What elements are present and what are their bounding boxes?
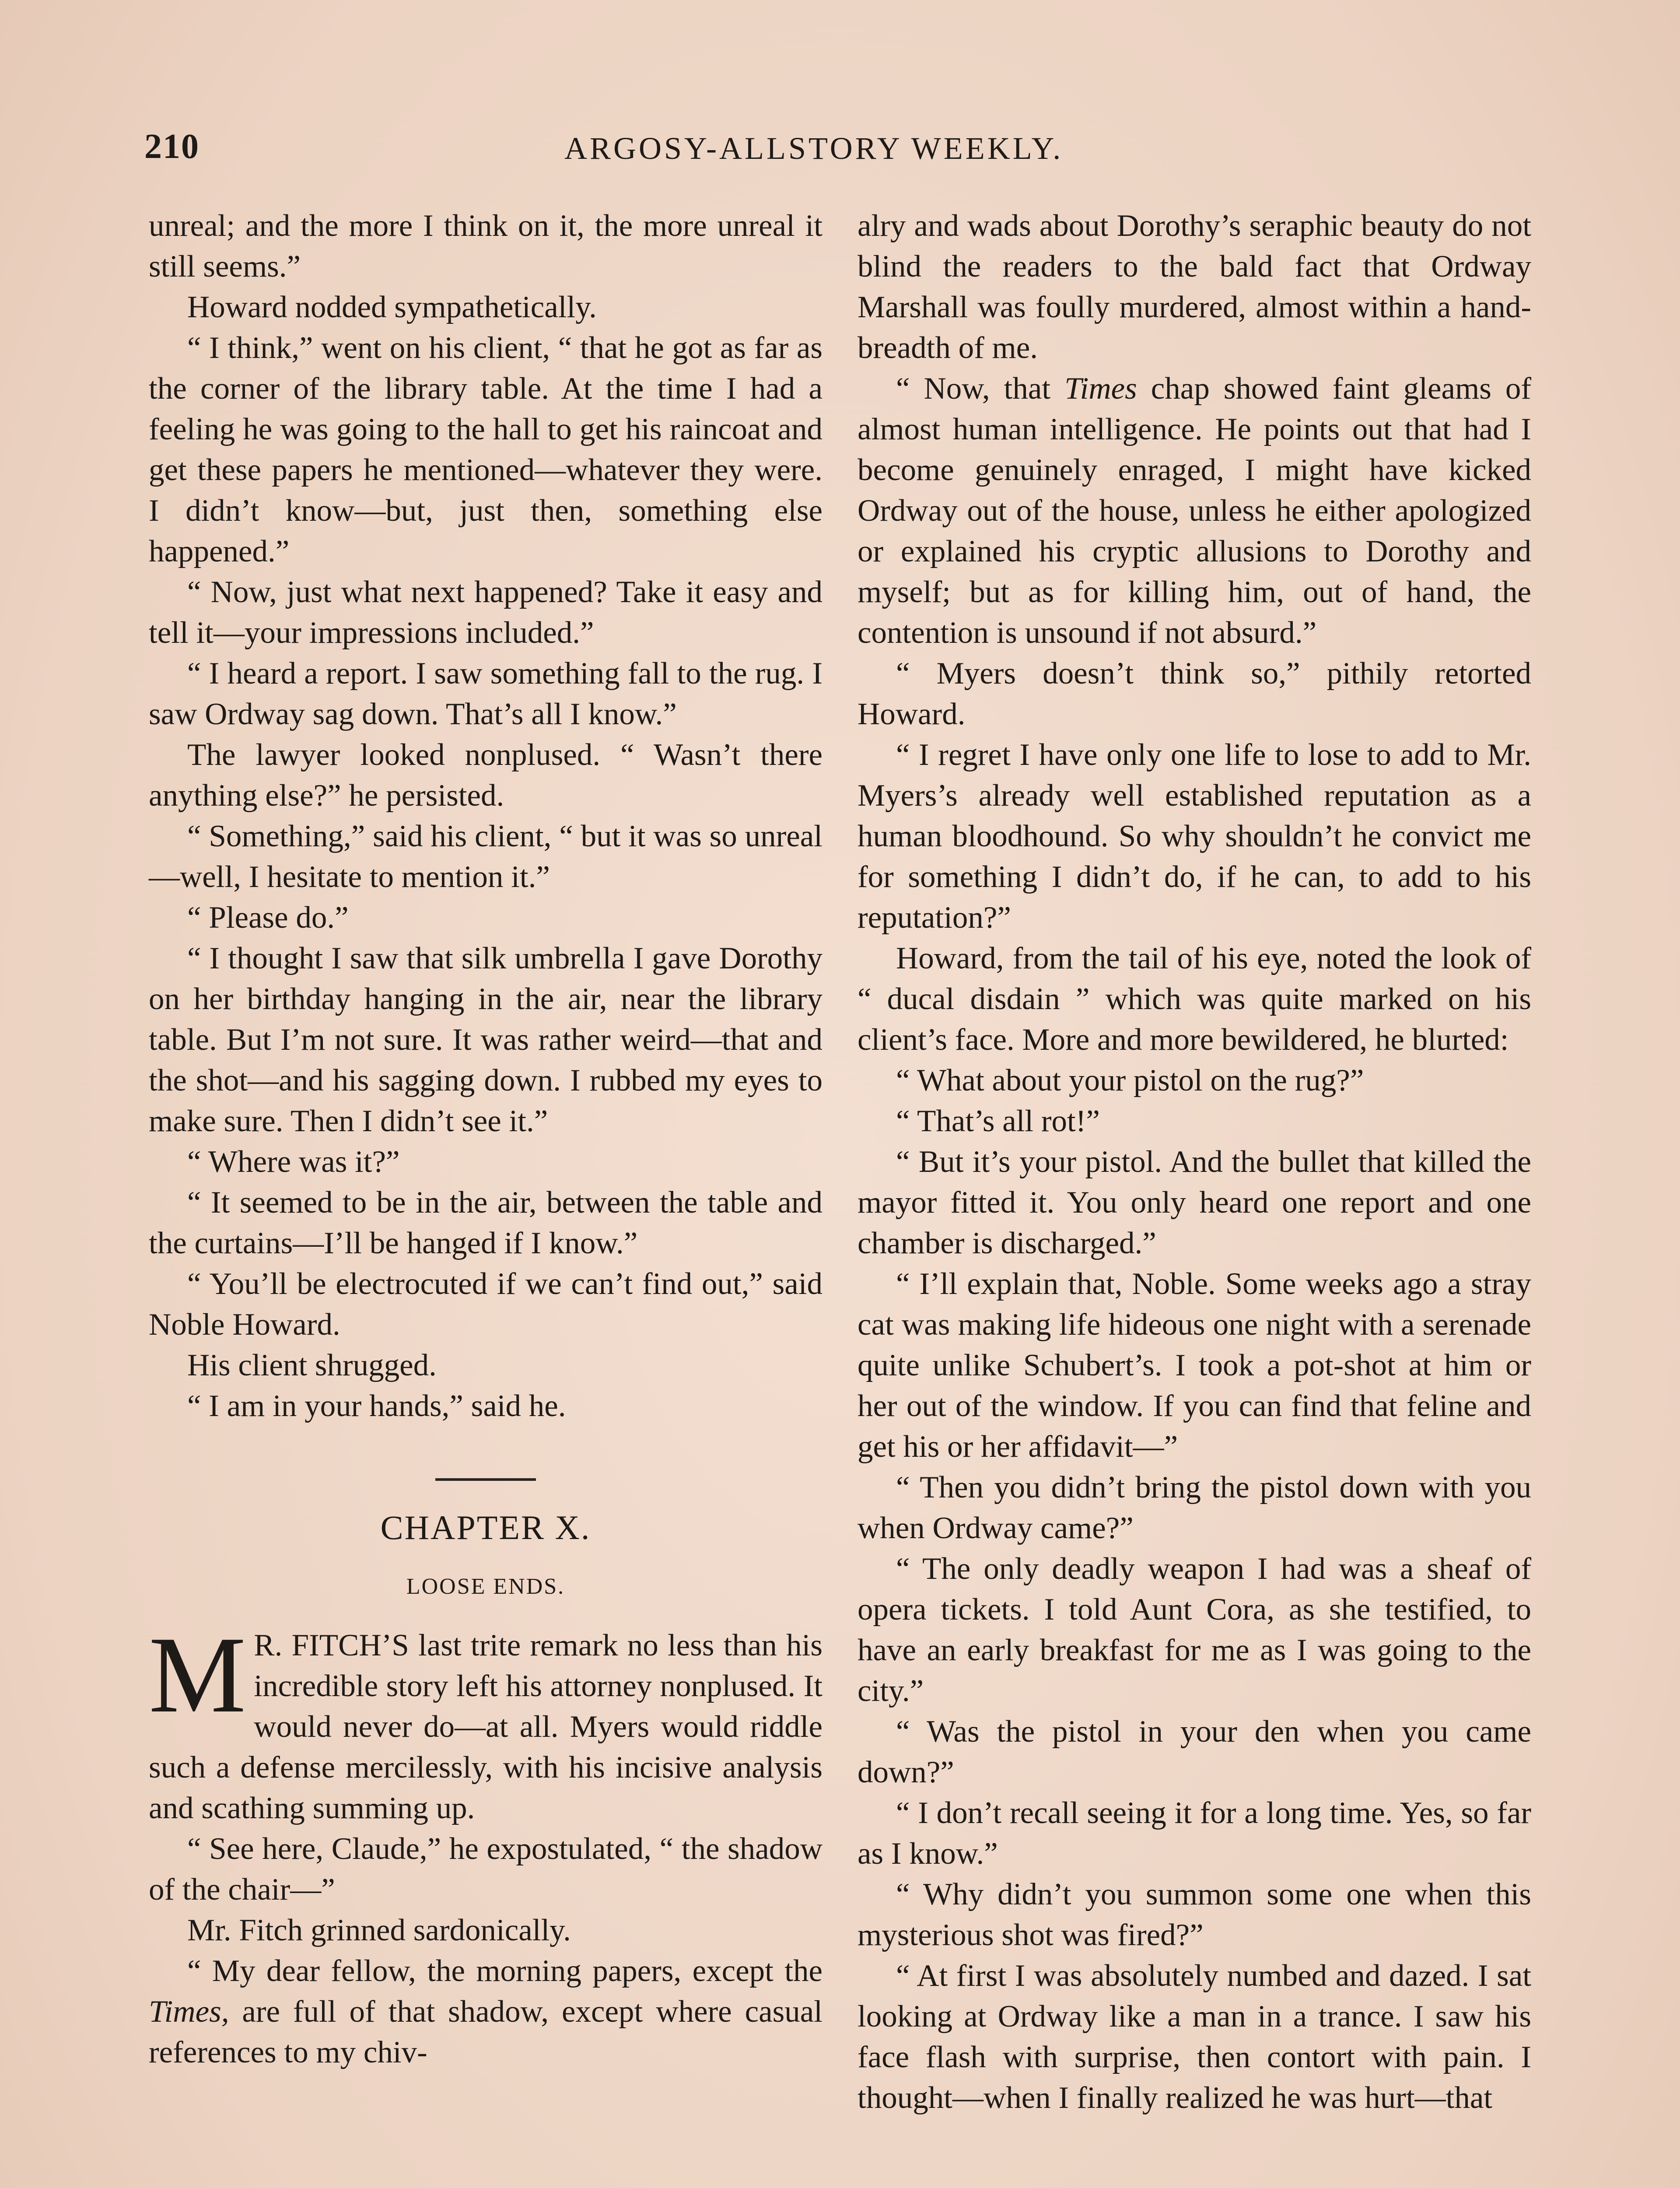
paragraph: “ What about your pistol on the rug?” <box>896 1063 1364 1098</box>
text-run: “ My dear fellow, the morning papers, except the <box>187 1954 822 1988</box>
text-run: chap showed faint gleams of almost human intelligence. He points out that had I become genuinely enraged, I might have kicked Ordway out of the house, unless he either apologized or explained his cryptic allusions to Dorothy and myself; but as for killing him, out of hand, the contention is unsound if not absurd.” <box>858 372 1531 650</box>
paragraph: “ Where was it?” <box>187 1145 400 1179</box>
paragraph: “ I regret I have only one life to lose to add to Mr. Myers’s already well established reputation as a human bloodhound. So why shouldn’t he convict me for something I didn’t do, if he can, to add to his reputation?” <box>858 738 1531 935</box>
paragraph: “ See here, Claude,” he expostulated, “ the shadow of the chair—” <box>149 1832 822 1907</box>
paragraph: “ I think,” went on his client, “ that he got as far as the corner of the library table. At the time I had a feeling he was going to the hall to get his raincoat and get these papers he mentioned—whatever they were. I didn’t know—but, just then, something else happened.” <box>149 331 822 568</box>
text-run: “ Now, that <box>896 372 1065 406</box>
left-column <box>149 206 822 2073</box>
paragraph: “ I’ll explain that, Noble. Some weeks ago a stray cat was making life hideous one night with a serenade quite unlike Schubert’s. I took a pot-shot at him or her out of the window. If you can find that feline and get his or her affidavit—” <box>858 1267 1531 1464</box>
paragraph: “ You’ll be electrocuted if we can’t find out,” said Noble Howard. <box>149 1267 822 1342</box>
paragraph: “ Why didn’t you summon some one when this mysterious shot was fired?” <box>858 1877 1531 1952</box>
paragraph: Mr. Fitch grinned sardonically. <box>187 1913 571 1947</box>
paragraph: unreal; and the more I think on it, the more unreal it still seems.” <box>149 209 822 284</box>
drop-cap: M <box>149 1614 246 1736</box>
paragraph: “ I don’t recall seeing it for a long time. Yes, so far as I know.” <box>858 1796 1531 1871</box>
paragraph: “ Please do.” <box>187 901 349 935</box>
paragraph: “ I heard a report. I saw something fall to the rug. I saw Ordway sag down. That’s all I know.” <box>149 656 822 731</box>
newspaper-title: Times <box>1064 372 1137 406</box>
paragraph: “ At first I was absolutely numbed and dazed. I sat looking at Ordway like a man in a trance. I saw his face flash with surprise, then contort with pain. I thought—when I finally realized he was hurt—that <box>858 1959 1531 2115</box>
right-column <box>858 206 1531 2118</box>
paragraph: “ That’s all rot!” <box>896 1104 1100 1138</box>
drop-cap-continuation: R. FITCH’S last trite remark no less than his incredible story left his attorney nonplused. It would never do—at all. Myers would riddle such a defense mercilessly, with his incisive analysis and scathing summing up. <box>149 1628 822 1825</box>
newspaper-title: Times, <box>149 1995 229 2029</box>
chapter-subtitle: LOOSE ENDS. <box>406 1574 565 1599</box>
paragraph: alry and wads about Dorothy’s seraphic beauty do not blind the readers to the bald fact that Ordway Marshall was foully murdered, almost within a hand-breadth of me. <box>858 209 1531 365</box>
paragraph <box>149 1951 822 2073</box>
paragraph: “ I am in your hands,” said he. <box>187 1389 566 1423</box>
text-run: are full of that shadow, except where casual references to my chiv- <box>149 1995 822 2069</box>
paragraph <box>858 368 1531 653</box>
paragraph: “ It seemed to be in the air, between the table and the curtains—I’ll be hanged if I know.” <box>149 1185 822 1260</box>
paragraph: Howard nodded sympathetically. <box>187 290 597 324</box>
paragraph: His client shrugged. <box>187 1348 437 1382</box>
paragraph: “ I thought I saw that silk umbrella I gave Dorothy on her birthday hanging in the air, near the library table. But I’m not sure. It was rather weird—that and the shot—and his sagging down. I rubbed my eyes to make sure. Then I didn’t see it.” <box>149 941 822 1138</box>
paragraph: The lawyer looked nonplused. “ Wasn’t there anything else?” he persisted. <box>149 738 822 813</box>
paragraph: “ Something,” said his client, “ but it was so unreal—well, I hesitate to mention it.” <box>149 819 822 894</box>
running-head: ARGOSY-ALLSTORY WEEKLY. <box>564 131 1064 166</box>
paragraph: “ Now, just what next happened? Take it easy and tell it—your impressions included.” <box>149 575 822 650</box>
paragraph: “ Then you didn’t bring the pistol down with you when Ordway came?” <box>858 1470 1531 1545</box>
paragraph: Howard, from the tail of his eye, noted the look of “ ducal disdain ” which was quite marked on his client’s face. More and more bewildered, he blurted: <box>858 941 1531 1057</box>
paragraph: “ Myers doesn’t think so,” pithily retorted Howard. <box>858 656 1531 731</box>
paragraph: “ Was the pistol in your den when you came down?” <box>858 1715 1531 1789</box>
page-number: 210 <box>144 127 200 166</box>
chapter-opening-paragraph <box>149 1614 822 1829</box>
paragraph: “ But it’s your pistol. And the bullet that killed the mayor fitted it. You only heard one report and one chamber is discharged.” <box>858 1145 1531 1260</box>
paragraph: “ The only deadly weapon I had was a sheaf of opera tickets. I told Aunt Cora, as she testified, to have an early breakfast for me as I was going to the city.” <box>858 1552 1531 1708</box>
section-divider <box>435 1478 536 1481</box>
chapter-heading: CHAPTER X. <box>380 1508 591 1546</box>
